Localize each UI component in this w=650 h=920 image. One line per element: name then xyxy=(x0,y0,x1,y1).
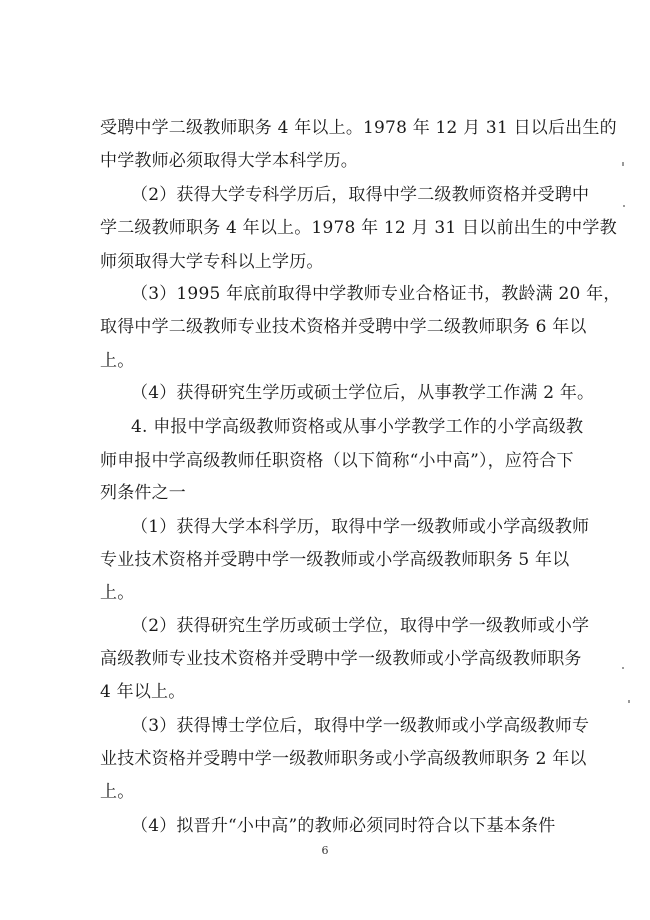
text-line: （3）获得博士学位后，取得中学一级教师或小学高级教师专 xyxy=(131,716,590,736)
text-line: 业技术资格并受聘中学一级教师职务或小学高级教师职务 2 年以 xyxy=(100,749,587,769)
text-line: 受聘中学二级教师职务 4 年以上。1978 年 12 月 31 日以后出生的 xyxy=(100,118,617,138)
text-line: 学二级教师职务 4 年以上。1978 年 12 月 31 日以前出生的中学教 xyxy=(100,218,617,238)
text-line: 师申报中学高级教师任职资格（以下简称“小中高”），应符合下 xyxy=(100,451,574,471)
scan-speck xyxy=(622,667,624,669)
scan-speck xyxy=(628,700,630,703)
scan-speck xyxy=(623,205,625,207)
text-line: 中学教师必须取得大学本科学历。 xyxy=(100,151,358,171)
text-line: 取得中学二级教师专业技术资格并受聘中学二级教师职务 6 年以 xyxy=(100,317,587,337)
text-line: 上。 xyxy=(100,583,135,603)
text-line: （4）获得研究生学历或硕士学位后，从事教学工作满 2 年。 xyxy=(131,383,595,403)
text-line: 4. 申报中学高级教师资格或从事小学教学工作的小学高级教 xyxy=(131,417,584,437)
text-line: （1）获得大学本科学历，取得中学一级教师或小学高级教师 xyxy=(131,517,590,537)
text-line: 上。 xyxy=(100,782,135,802)
text-line: （2）获得研究生学历或硕士学位，取得中学一级教师或小学 xyxy=(131,616,590,636)
text-line: 专业技术资格并受聘中学一级教师或小学高级教师职务 5 年以 xyxy=(100,550,570,570)
text-line: 上。 xyxy=(100,351,135,371)
text-line: （3）1995 年底前取得中学教师专业合格证书，教龄满 20 年， xyxy=(131,284,621,304)
text-line: （2）获得大学专科学历后，取得中学二级教师资格并受聘中 xyxy=(131,185,590,205)
scan-speck xyxy=(622,162,624,166)
page-number: 6 xyxy=(321,844,329,857)
text-line: 4 年以上。 xyxy=(100,682,186,702)
text-line: （4）拟晋升“小中高”的教师必须同时符合以下基本条件 xyxy=(131,816,556,836)
text-line: 列条件之一 xyxy=(100,483,186,503)
text-line: 高级教师专业技术资格并受聘中学一级教师或小学高级教师职务 xyxy=(100,649,582,669)
text-line: 师须取得大学专科以上学历。 xyxy=(100,252,324,272)
